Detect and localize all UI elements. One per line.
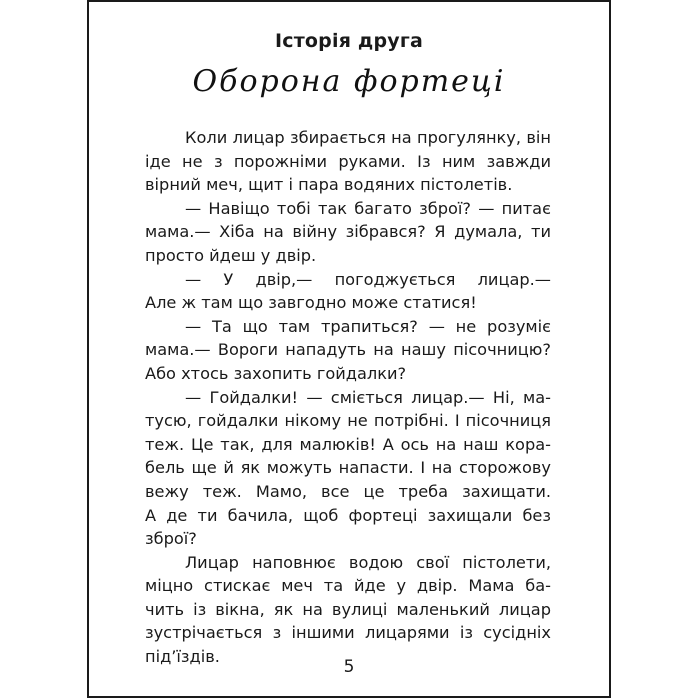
text-line: мама.— Вороги нападуть на нашу пісочницю? xyxy=(145,340,551,360)
text-line: вірний меч, щит і пара водяних пістолетів. xyxy=(145,175,513,195)
text-line: бель ще й як можуть напасти. І на сторожову xyxy=(145,458,551,478)
book-page xyxy=(87,0,611,698)
text-line: зустрічається з іншими лицарями із сусідніх xyxy=(145,623,551,643)
text-line: — У двір,— погоджується лицар.— xyxy=(185,269,551,289)
text-line: тусю, гойдалки нікому не потрібні. І пісочниця xyxy=(145,411,551,431)
text-line: — Гойдалки! — сміється лицар.— Ні, ма- xyxy=(185,387,551,407)
text-line: чить із вікна, як на вулиці маленький лицар xyxy=(145,599,551,619)
text-line: Коли лицар збирається на прогулянку, він xyxy=(185,128,551,147)
page-title: Оборона фортеці xyxy=(192,64,506,99)
text-line: — Навіщо тобі так багато зброї? — питає xyxy=(185,198,551,218)
text-line: теж. Це так, для малюків! А ось на наш кора- xyxy=(145,434,551,454)
text-line: іде не з порожніми руками. Із ним завжди xyxy=(145,151,551,171)
page-number: 5 xyxy=(343,657,355,677)
text-line: мама.— Хіба на війну зібрався? Я думала, ти xyxy=(145,222,551,242)
story-body xyxy=(145,126,551,669)
text-line: Або хтось захопить гойдалки? xyxy=(145,363,407,383)
text-line: А де ти бачила, щоб фортеці захищали без xyxy=(145,505,551,525)
text-line: Але ж там що завгодно може статися! xyxy=(145,293,477,313)
story-label: Історія друга xyxy=(274,30,423,52)
text-line: зброї? xyxy=(145,529,197,549)
text-line: Лицар наповнює водою свої пістолети, xyxy=(185,552,551,572)
text-line: міцно стискає меч та йде у двір. Мама ба- xyxy=(145,576,551,596)
text-line: вежу теж. Мамо, все це треба захищати. xyxy=(145,481,551,501)
text-line: під’їздів. xyxy=(145,647,220,667)
text-line: просто йдеш у двір. xyxy=(145,245,317,265)
text-line: — Та що там трапиться? — не розуміє xyxy=(185,316,551,336)
